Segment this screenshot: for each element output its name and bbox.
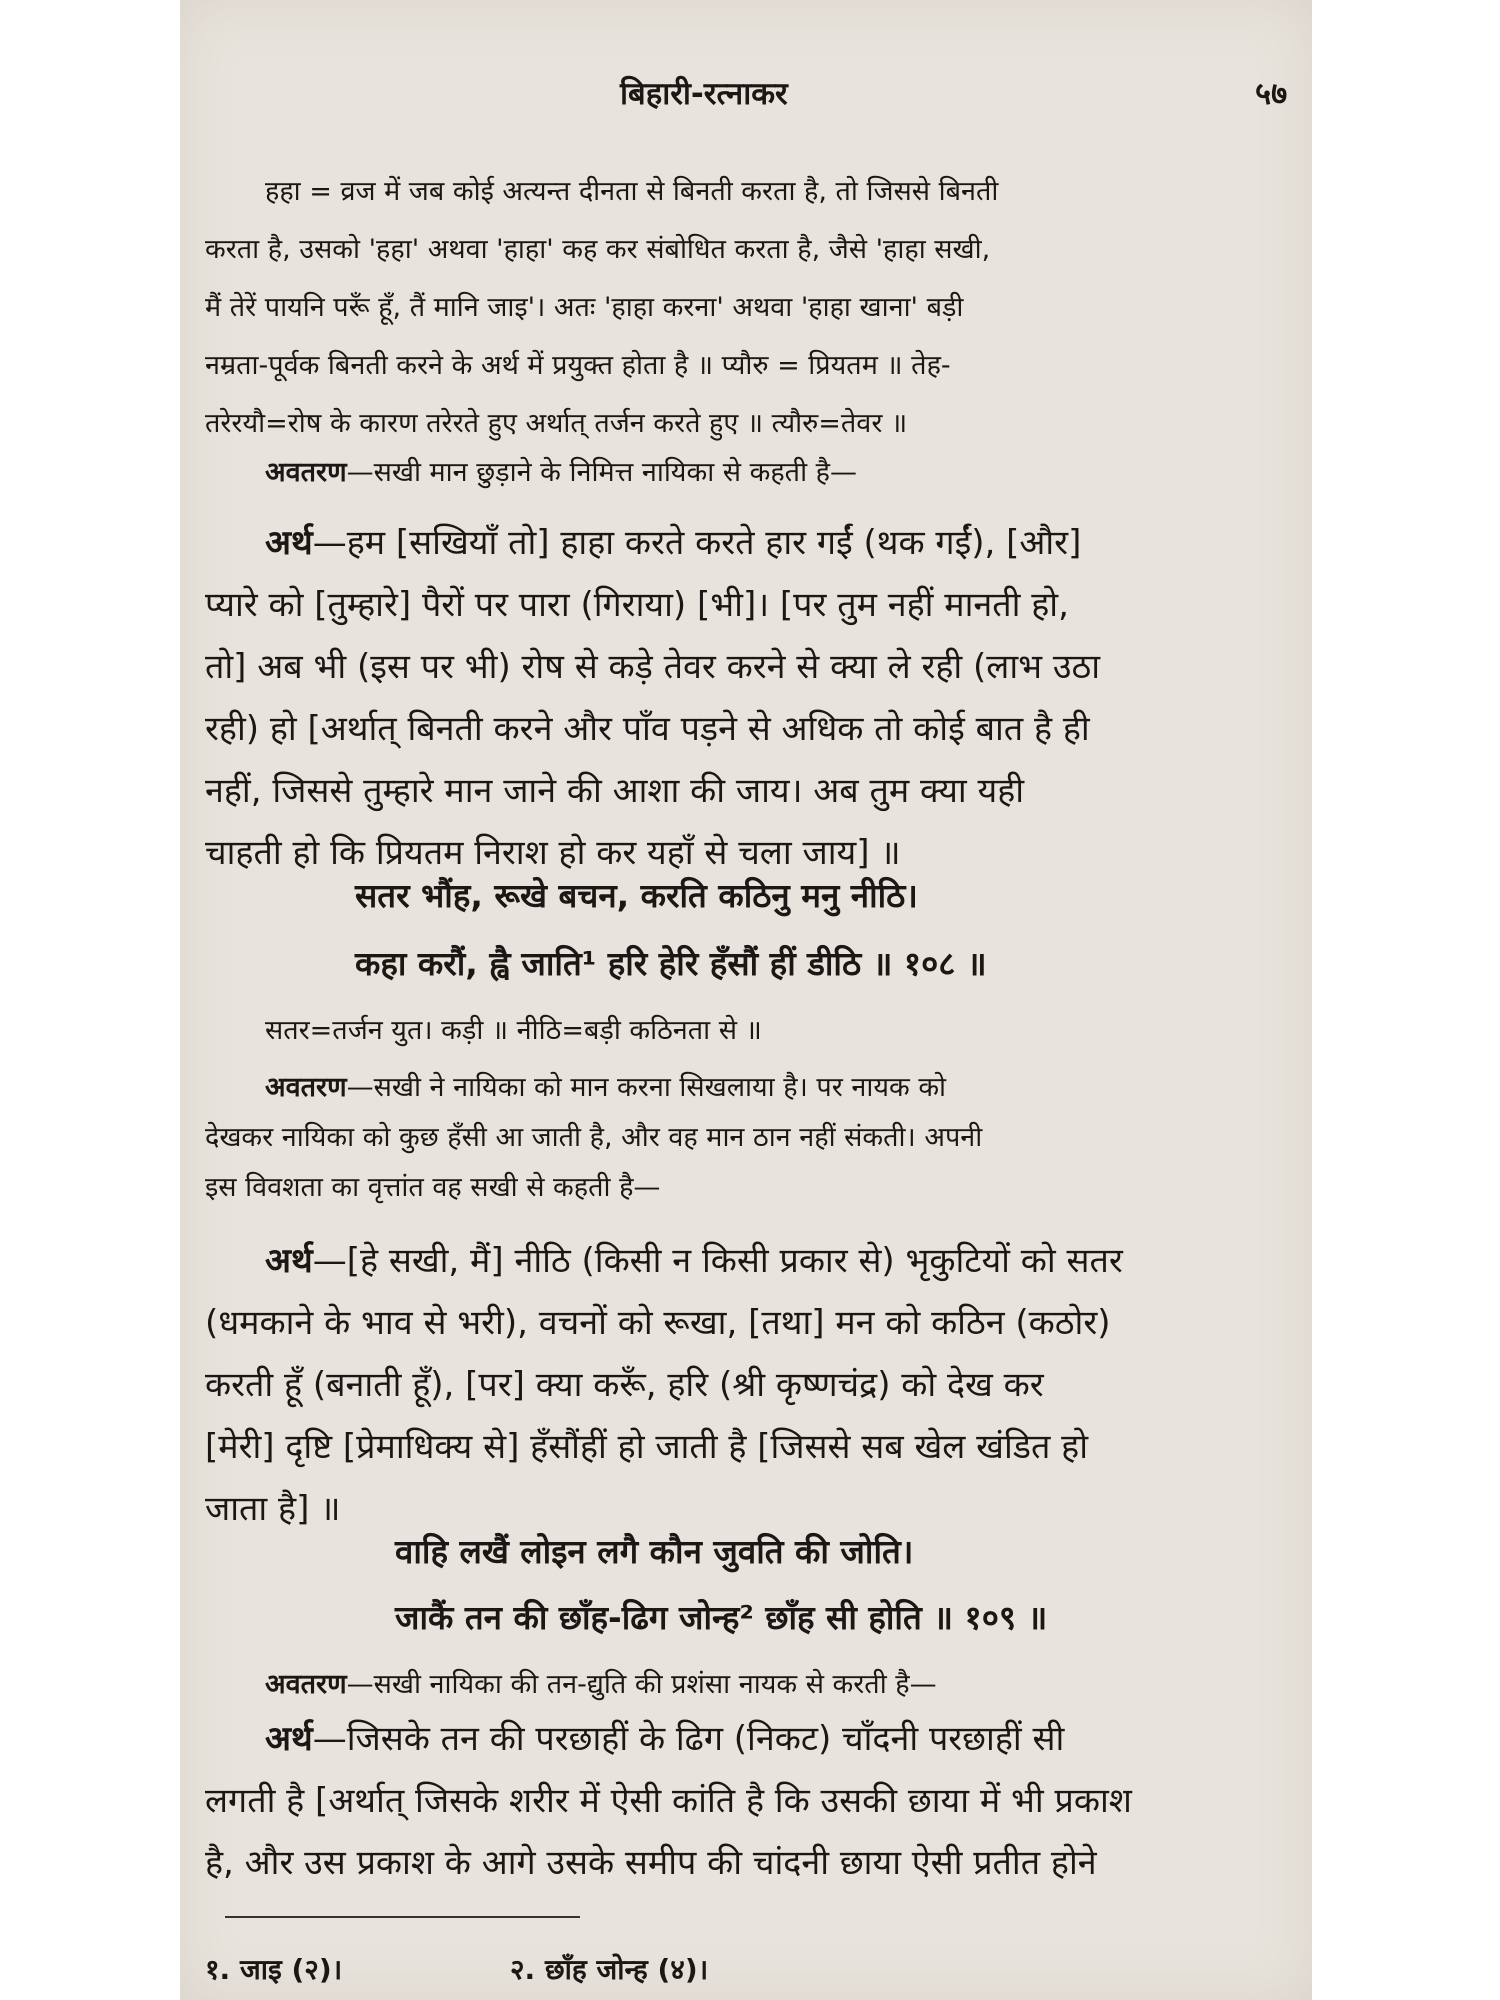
artha-line: चाहती हो कि प्रियतम निराश हो कर यहाँ से चला जाय] ॥ — [205, 833, 901, 873]
footnote-1: १. जाइ (२)। — [205, 1953, 343, 1986]
verse-number: १०९ ॥ — [964, 1598, 1048, 1637]
avatarana-line: —सखी ने नायिका को मान करना सिखलाया है। पर नायक को — [346, 1072, 947, 1103]
artha-line: (धमकाने के भाव से भरी), वचनों को रूखा, [तथा] मन को कठिन (कठोर) — [205, 1303, 1111, 1343]
artha-paragraph-1 — [205, 512, 1290, 884]
gloss-line: तरेरयौ=रोष के कारण तरेरते हुए अर्थात् तर्जन करते हुए ॥ त्यौरु=तेवर ॥ — [205, 408, 908, 439]
artha-paragraph-2 — [205, 1230, 1290, 1540]
artha-line: है, और उस प्रकाश के आगे उसके समीप की चांदनी छाया ऐसी प्रतीत होने — [205, 1843, 1097, 1883]
artha-line: करती हूँ (बनाती हूँ), [पर] क्या करूँ, हरि (श्री कृष्णचंद्र) को देख कर — [205, 1365, 1044, 1405]
gloss-line: मैं तेरें पायनि परूँ हूँ, तैं मानि जाइ'। अतः 'हाहा करना' अथवा 'हाहा खाना' बड़ी — [205, 292, 964, 323]
artha-line: जाता है] ॥ — [205, 1489, 341, 1529]
verse-109-line-1: वाहि लखैं लोइन लगै कौन जुवति की जोति। — [395, 1532, 914, 1571]
gloss-line: नम्रता-पूर्वक बिनती करने के अर्थ में प्रयुक्त होता है ॥ प्यौरु = प्रियतम ॥ तेह- — [205, 350, 951, 381]
avatarana-line: देखकर नायिका को कुछ हँसी आ जाती है, और वह मान ठान नहीं संकती। अपनी — [205, 1122, 983, 1153]
avatarana-label: अवतरण — [265, 457, 347, 488]
verse-108-line-1: सतर भौंह, रूखे बचन, करति कठिनु मनु नीठि। — [355, 876, 918, 915]
avatarana-intro-1 — [265, 452, 857, 489]
avatarana-text: —सखी नायिका की तन-द्युति की प्रशंसा नायक से करती है— — [346, 1669, 937, 1700]
avatarana-intro-2 — [205, 1063, 1290, 1213]
artha-line: —हम [सखियाँ तो] हाहा करते करते हार गईं (थक गईं), [और] — [312, 523, 1082, 563]
gloss-paragraph — [205, 163, 1290, 453]
avatarana-text: —सखी मान छुड़ाने के निमित्त नायिका से कहती है— — [346, 457, 857, 488]
artha-label: अर्थ — [265, 1719, 313, 1759]
avatarana-label: अवतरण — [265, 1669, 347, 1700]
avatarana-label: अवतरण — [265, 1072, 347, 1103]
footnote-rule — [225, 1916, 580, 1918]
gloss-line: करता है, उसको 'हहा' अथवा 'हाहा' कह कर संबोधित करता है, जैसे 'हाहा सखी, — [205, 234, 991, 265]
artha-line: लगती है [अर्थात् जिसके शरीर में ऐसी कांति है कि उसकी छाया में भी प्रकाश — [205, 1781, 1132, 1821]
notes-108: सतर=तर्जन युत। कड़ी ॥ नीठि=बड़ी कठिनता से ॥ — [265, 1015, 762, 1046]
artha-line: प्यारे को [तुम्हारे] पैरों पर पारा (गिराया) [भी]। [पर तुम नहीं मानती हो, — [205, 585, 1069, 625]
artha-line: रही) हो [अर्थात् बिनती करने और पाँव पड़ने से अधिक तो कोई बात है ही — [205, 709, 1090, 749]
artha-line: नहीं, जिससे तुम्हारे मान जाने की आशा की जाय। अब तुम क्या यही — [205, 771, 1025, 811]
artha-paragraph-3 — [205, 1708, 1290, 1894]
verse-number: १०८ ॥ — [903, 944, 987, 983]
verse-text: कहा करौं, ह्वै जाति¹ हरि हेरि हँसौं हीं डीठि ॥ — [355, 944, 893, 983]
artha-line: तो] अब भी (इस पर भी) रोष से कड़े तेवर करने से क्या ले रही (लाभ उठा — [205, 647, 1101, 687]
footnote-2: २. छाँह जोन्ह (४)। — [510, 1953, 709, 1986]
gloss-line: हहा = व्रज में जब कोई अत्यन्त दीनता से बिनती करता है, तो जिससे बिनती — [265, 176, 999, 207]
artha-line: —जिसके तन की परछाहीं के ढिग (निकट) चाँदनी परछाहीं सी — [312, 1719, 1065, 1759]
verse-109-line-2 — [395, 1594, 1047, 1639]
book-page — [180, 0, 1312, 2000]
artha-label: अर्थ — [265, 1241, 313, 1281]
artha-label: अर्थ — [265, 523, 313, 563]
artha-line: [मेरी] दृष्टि [प्रेमाधिक्य से] हँसौंहीं हो जाती है [जिससे सब खेल खंडित हो — [205, 1427, 1089, 1467]
verse-108-line-2 — [355, 940, 987, 985]
running-header-title: बिहारी-रत्नाकर — [620, 76, 788, 112]
artha-line: —[हे सखी, मैं] नीठि (किसी न किसी प्रकार से) भृकुटियों को सतर — [312, 1241, 1123, 1281]
avatarana-line: इस विवशता का वृत्तांत वह सखी से कहती है— — [205, 1172, 661, 1203]
avatarana-intro-3 — [265, 1664, 937, 1701]
page-number: ५७ — [1255, 76, 1288, 112]
verse-text: जाकैं तन की छाँह-ढिग जोन्ह² छाँह सी होति ॥ — [395, 1598, 954, 1637]
